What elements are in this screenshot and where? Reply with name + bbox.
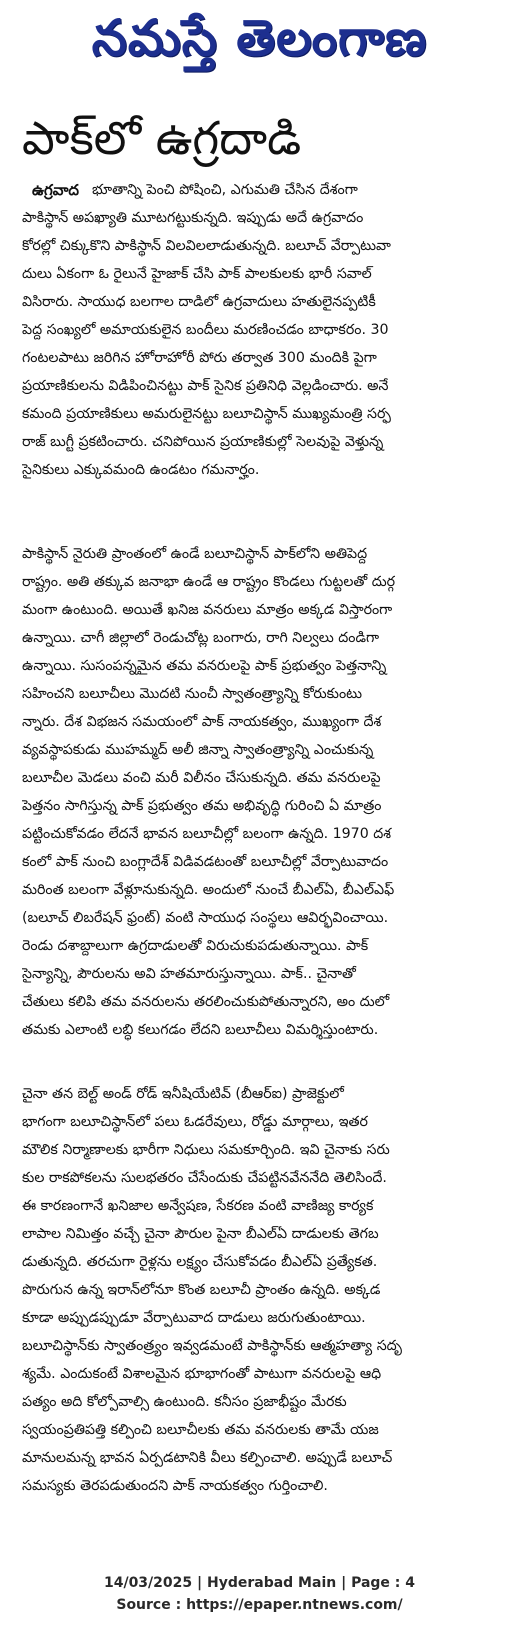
text-line: రెండు దశాబ్దాలుగా ఉగ్రదాడులతో విరుచుకుపడుతున్నాయి. పాక్ [22,938,369,954]
text-line: పెత్తనం సాగిస్తున్న పాక్ ప్రభుత్వం తమ అభివృద్ధి గురించి ఏ మాత్రం [22,798,382,814]
text-line: పెద్ద సంఖ్యలో అమాయకులైన బందీలు మరణించడం బాధాకరం. 30 [22,322,389,338]
text-line: ప్రయాణికులను విడిపించినట్టు పాక్ సైనిక ప్రతినిధి వెల్లడించారు. అనే [22,378,389,394]
text-line: మరింత బలంగా వేళ్లూనుకున్నది. అందులో నుంచే బీఎల్ఏ, బీఎల్ఎఫ్ [22,882,395,898]
article-paragraph-3 [22,1080,498,1500]
newspaper-logo: నమస్తే తెలంగాణ [91,8,428,67]
article-paragraph-2 [22,540,498,1044]
text-line: బలూచిస్థాన్‌కు స్వాతంత్ర్యం ఇవ్వడమంటే పాకిస్థాన్‌కు ఆత్మహత్యా సదృ [22,1338,402,1354]
text-line: తమకు ఎలాంటి లబ్ధి కలుగడం లేదని బలూచీలు విమర్శిస్తుంటారు. [22,1022,379,1038]
text-line: చైనా తన బెల్ట్ అండ్ రోడ్ ఇనీషియేటివ్ (బీఆర్ఐ) ప్రాజెక్టులో [22,1086,344,1102]
text-line: సమస్యకు తెరపడుతుందని పాక్ నాయకత్వం గుర్తించాలి. [22,1478,328,1494]
text-line: లాపాల నిమిత్తం వచ్చే చైనా పౌరుల పైనా బీఎల్ఏ దాడులకు తెగబ [22,1226,379,1242]
text-line: సైన్యాన్ని, పౌరులను అవి హతమారుస్తున్నాయి. పాక్.. చైనాతో [22,966,356,982]
text-line: ఉన్నాయి. చాగీ జిల్లాలో రెండుచోట్ల బంగారు, రాగి నిల్వలు దండిగా [22,630,380,646]
text-line: బలూచీల మెడలు వంచి మరీ విలీనం చేసుకున్నది. తమ వనరులపై [22,770,381,786]
text-line: కోరల్లో చిక్కుకొని పాకిస్థాన్ విలవిలలాడుతున్నది. బలూచ్ వేర్పాటువా [22,238,391,254]
text-line: పాకిస్థాన్ నైరుతి ప్రాంతంలో ఉండే బలూచిస్థాన్ పాక్‌లోని అతిపెద్ద [22,546,368,562]
text-line: దులు ఏకంగా ఓ రైలునే హైజాక్ చేసి పాక్ పాలకులకు భారీ సవాల్ [22,266,372,282]
text-line: భాగంగా బలూచిస్థాన్‌లో పలు ఓడరేవులు, రోడ్డు మార్గాలు, ఇతర [22,1114,368,1130]
text-line: భూతాన్ని పెంచి పోషించి, ఎగుమతి చేసిన దేశంగా [92,182,358,198]
text-line: సైనికులు ఎక్కువమంది ఉండటం గమనార్హం. [22,462,260,478]
text-line: పత్యం అది కోల్పోవాల్సి ఉంటుంది. కనీసం ప్రజాభీష్టం మేరకు [22,1394,347,1410]
text-line: పాకిస్థాన్ అపఖ్యాతి మూటగట్టుకున్నది. ఇప్పుడు అదే ఉగ్రవాదం [22,210,364,226]
text-line: న్నారు. దేశ విభజన సమయంలో పాక్ నాయకత్వం, ముఖ్యంగా దేశ [22,714,382,730]
lead-word: ఉగ్రవాద [32,181,80,199]
text-line: సహించని బలూచీలు మొదటి నుంచీ స్వాతంత్ర్యాన్ని కోరుకుంటు [22,686,363,702]
text-line: డుతున్నది. తరచుగా రైళ్లను లక్ష్యం చేసుకోవడం బీఎల్ఏ ప్రత్యేకత. [22,1254,378,1270]
text-line: కమంది ప్రయాణికులు అమరులైనట్టు బలూచిస్థాన్ ముఖ్యమంత్రి సర్ఫ [22,406,391,422]
text-line: మౌలిక నిర్మాణాలకు భారీగా నిధులు సమకూర్చింది. ఇవి చైనాకు సరు [22,1142,390,1158]
text-line: ఉన్నాయి. సుసంపన్నమైన తమ వనరులపై పాక్ ప్రభుత్వం పెత్తనాన్ని [22,658,387,674]
text-line: పొరుగున ఉన్న ఇరాన్‌లోనూ కొంత బలూచీ ప్రాంతం ఉన్నది. అక్కడ [22,1282,381,1298]
text-line: శ్యమే. ఎందుకంటే విశాలమైన భూభాగంతో పాటుగా వనరులపై ఆధి [22,1366,382,1382]
text-line: కంలో పాక్ నుంచి బంగ్లాదేశ్ విడివడటంతో బలూచీల్లో వేర్పాటువాదం [22,854,389,870]
text-line: రాష్ట్రం. అతి తక్కువ జనాభా ఉండే ఆ రాష్ట్రం కొండలు గుట్టలతో దుర్గ [22,574,396,590]
text-line: మానులమన్న భావన ఏర్పడటానికి వీలు కల్పించాలి. అప్పుడే బలూచ్ [22,1450,393,1466]
text-line: రాజ్ బుగ్టీ ప్రకటించారు. చనిపోయిన ప్రయాణికుల్లో సెలవుపై వెళ్తున్న [22,434,384,450]
text-line: వ్యవస్థాపకుడు ముహమ్మద్ అలీ జిన్నా స్వాతంత్ర్యాన్ని ఎంచుకున్న [22,742,374,758]
text-line: కుల రాకపోకలను సులభతరం చేసేందుకు చేపట్టినవేననేది తెలిసిందే. [22,1170,387,1186]
text-line: గంటలపాటు జరిగిన హోరాహోరీ పోరు తర్వాత 300 మందికి పైగా [22,350,377,366]
text-line: మంగా ఉంటుంది. అయితే ఖనిజ వనరులు మాత్రం అక్కడ విస్తారంగా [22,602,393,618]
text-line: చేతులు కలిపి తమ వనరులను తరలించుకుపోతున్నారని, అం దులో [22,994,390,1010]
masthead [0,0,519,82]
text-line: ఈ కారణంగానే ఖనిజాల అన్వేషణ, సేకరణ వంటి వాణిజ్య కార్యక [22,1198,374,1214]
page-footer [0,1572,519,1616]
edition-info: 14/03/2025 | Hyderabad Main | Page : 4 [103,1575,416,1591]
source-link: Source : https://epaper.ntnews.com/ [116,1597,403,1613]
text-line: (బలూచ్ లిబరేషన్ ఫ్రంట్) వంటి సాయుధ సంస్థలు ఆవిర్భవించాయి. [22,910,389,926]
article-headline: పాక్‌లో ఉగ్రదాడి [22,111,302,165]
text-line: కూడా అప్పుడప్పుడూ వేర్పాటువాద దాడులు జరుగుతుంటాయి. [22,1310,366,1326]
text-line: పట్టించుకోవడం లేదనే భావన బలూచీల్లో బలంగా ఉన్నది. 1970 దశ [22,826,392,842]
text-line: స్వయంప్రతిపత్తి కల్పించి బలూచీలకు తమ వనరులకు తామే యజ [22,1422,379,1438]
article-paragraph-1 [22,176,498,484]
text-line: విసిరారు. సాయుధ బలగాల దాడిలో ఉగ్రవాదులు హతులైనప్పటికీ [22,294,376,310]
